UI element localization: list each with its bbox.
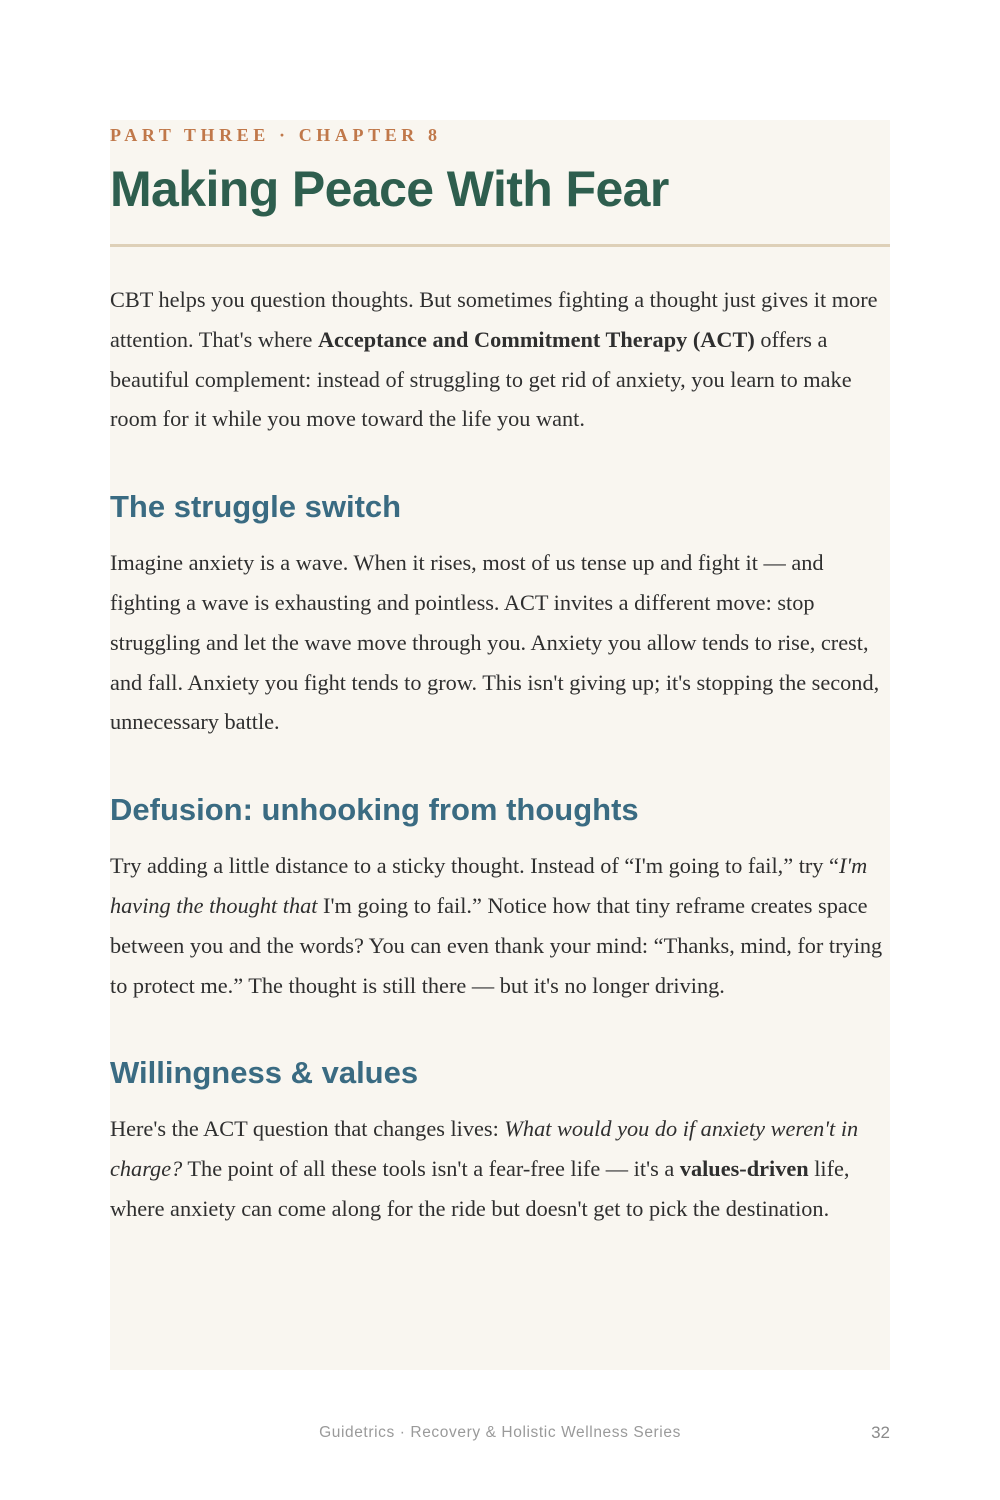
chapter-title: Making Peace With Fear — [110, 161, 669, 217]
intro-text-2: offers a beautiful complement: instead of struggling to get rid of anxiety, you learn to make room for it while you move toward the life you want. — [110, 326, 852, 432]
body-text-3: life, where anxiety can come along for the ride but doesn't get to pick the destination. — [110, 1156, 850, 1221]
section-struggle-switch — [110, 487, 890, 742]
section-defusion — [110, 790, 890, 1005]
section-heading: Defusion: unhooking from thoughts — [110, 792, 639, 828]
chapter-kicker: PART THREE · CHAPTER 8 — [110, 125, 442, 145]
section-body — [110, 846, 890, 1005]
intro-text-1: CBT helps you question thoughts. But sometimes fighting a thought just gives it more attention. That's where — [110, 287, 878, 352]
intro-paragraph — [110, 280, 890, 439]
title-divider — [110, 244, 890, 247]
footer-series-label: Guidetrics · Recovery & Holistic Wellness Series — [319, 1424, 681, 1441]
body-text-1: Here's the ACT question that changes lives: — [110, 1116, 505, 1142]
body-italic-question: What would you do if anxiety weren't in charge? — [110, 1116, 859, 1182]
body-text-2: The point of all these tools isn't a fear-free life — it's a — [182, 1156, 680, 1182]
section-heading: Willingness & values — [110, 1055, 419, 1091]
body-text-1: Try adding a little distance to a sticky thought. Instead of “I'm going to fail,” try “ — [110, 853, 839, 879]
section-willingness-values — [110, 1053, 890, 1228]
section-heading: The struggle switch — [110, 489, 402, 525]
section-body: Imagine anxiety is a wave. When it rises, most of us tense up and fight it — and fighting a wave is exhausting and pointless. ACT invites a different move: stop struggling and let the wave move through you. Anxiety you allow tends to rise, crest, and fall. Anxiety you fight tends to grow. This isn't giving up; it's stopping the second, unnecessary battle. — [110, 550, 880, 735]
body-bold-term: values-driven — [679, 1156, 809, 1182]
section-body — [110, 1109, 890, 1228]
body-italic-phrase: I'm having the thought that — [110, 853, 868, 918]
intro-bold-term: Acceptance and Commitment Therapy (ACT) — [317, 326, 755, 352]
chapter-content — [110, 120, 890, 1229]
page-number: 32 — [871, 1423, 890, 1442]
body-text-2: I'm going to fail.” Notice how that tiny reframe creates space between you and the words? You can even thank your mind: “Thanks, mind, for trying to protect me.” The thought is still there — but it's no longer driving. — [110, 892, 883, 998]
